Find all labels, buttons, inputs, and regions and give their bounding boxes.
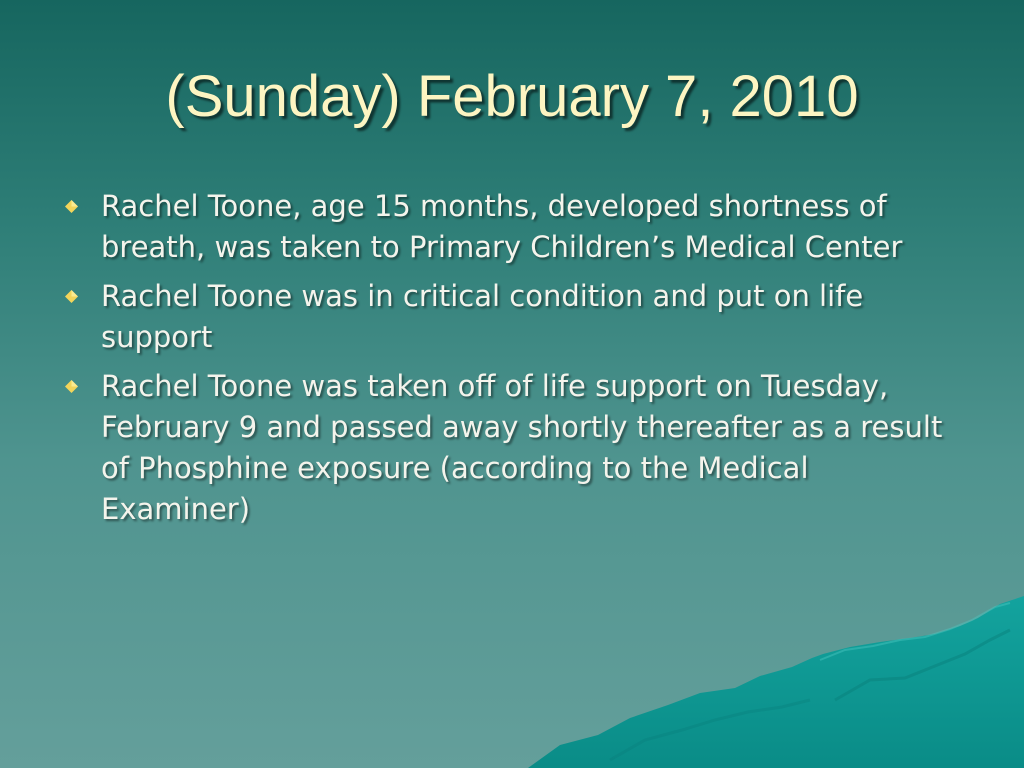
bullet-item [62,276,962,358]
diamond-icon [65,380,78,393]
bullet-item [62,366,962,530]
bullet-text: Rachel Toone was in critical condition and put on life support [101,279,864,354]
slide-title: (Sunday) February 7, 2010 [165,64,859,129]
bullet-list [62,186,962,538]
bullet-item [62,186,962,268]
bullet-text: Rachel Toone, age 15 months, developed shortness of breath, was taken to Primary Children’s Medical Center [101,189,903,264]
bullet-text: Rachel Toone was taken off of life support on Tuesday, February 9 and passed away shortly thereafter as a result of Phosphine exposure (according to the Medical Examiner) [101,369,943,526]
diamond-icon [65,200,78,213]
diamond-icon [65,290,78,303]
